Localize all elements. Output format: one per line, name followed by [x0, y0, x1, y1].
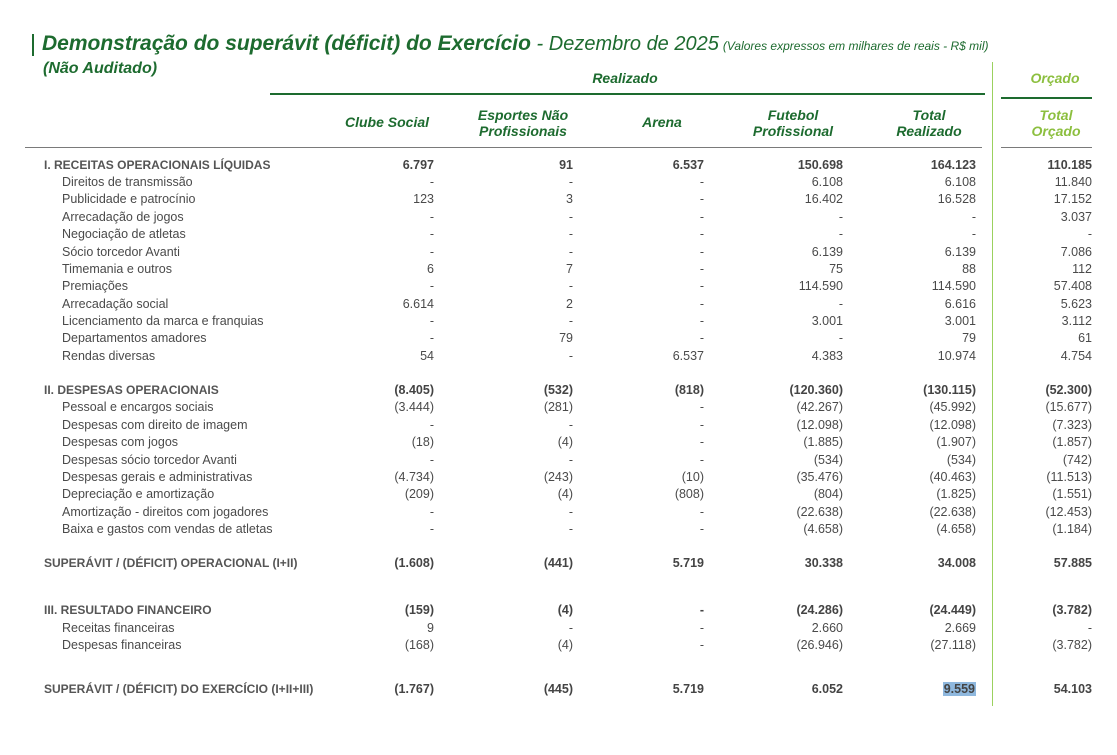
table-cell: (534) [813, 453, 843, 467]
table-cell: (4.658) [803, 522, 843, 536]
table-cell: 54 [420, 349, 434, 363]
table-cell: (27.118) [930, 638, 976, 652]
table-cell: - [568, 522, 573, 536]
column-header-line1: Arena [642, 114, 682, 130]
column-header [317, 114, 457, 130]
table-cell: - [568, 210, 573, 224]
row-label: Rendas diversas [62, 349, 156, 363]
row-label: Publicidade e patrocínio [62, 192, 196, 206]
table-cell: - [568, 245, 573, 259]
table-cell: 3.001 [811, 314, 843, 328]
table-cell: 79 [559, 331, 573, 345]
column-header-line2: Profissional [752, 123, 834, 139]
table-cell: (1.608) [394, 556, 434, 570]
realizado-rule [270, 93, 985, 95]
table-cell: (3.444) [394, 400, 434, 414]
table-cell: - [699, 505, 704, 519]
table-cell: 91 [559, 158, 573, 172]
table-cell: (532) [543, 383, 573, 397]
table-cell: 6.108 [811, 175, 843, 189]
column-header-line1: Total [1039, 107, 1073, 123]
column-header [986, 107, 1117, 139]
table-cell: 9 [427, 621, 434, 635]
title-period: Dezembro de 2025 [548, 33, 719, 55]
table-cell: (12.453) [1045, 505, 1092, 519]
table-cell: 114.590 [798, 279, 843, 293]
table-cell: (534) [946, 453, 976, 467]
header-rule-right [1001, 147, 1092, 148]
table-cell: 110.185 [1047, 158, 1092, 172]
table-cell: 4.754 [1060, 349, 1092, 363]
table-cell: 7 [566, 262, 573, 276]
table-cell: - [429, 245, 434, 259]
table-cell: (1.907) [936, 435, 976, 449]
highlighted-value: 9.559 [943, 682, 975, 696]
table-cell: (24.286) [796, 603, 843, 617]
table-cell: - [699, 210, 704, 224]
table-cell: (159) [404, 603, 434, 617]
table-cell: 123 [413, 192, 434, 206]
table-cell: (45.992) [929, 400, 976, 414]
row-label: Despesas com jogos [62, 435, 179, 449]
table-cell: (4) [557, 638, 573, 652]
row-label: Despesas sócio torcedor Avanti [62, 453, 237, 467]
table-cell: 7.086 [1060, 245, 1092, 259]
table-cell: - [699, 522, 704, 536]
table-cell: 164.123 [930, 158, 976, 172]
table-cell: 11.840 [1054, 175, 1092, 189]
table-cell: 88 [962, 262, 976, 276]
row-label: Despesas financeiras [62, 638, 182, 652]
column-header-line2: Realizado [896, 123, 962, 139]
table-cell: 3 [566, 192, 573, 206]
table-cell: 57.885 [1053, 556, 1092, 570]
table-cell: (742) [1062, 453, 1092, 467]
table-cell: - [971, 210, 976, 224]
table-cell: - [838, 297, 843, 311]
table-cell: 3.037 [1060, 210, 1092, 224]
row-label: Arrecadação social [62, 297, 169, 311]
section-row-label: II. DESPESAS OPERACIONAIS [44, 383, 219, 397]
table-cell: (4) [557, 487, 573, 501]
table-cell: - [699, 279, 704, 293]
row-label: Licenciamento da marca e franquias [62, 314, 264, 328]
table-cell: (1.825) [936, 487, 976, 501]
table-cell: (24.449) [929, 603, 976, 617]
column-header [859, 107, 999, 139]
table-cell: (12.098) [929, 418, 976, 432]
table-cell: 6 [427, 262, 434, 276]
table-cell: 75 [829, 262, 843, 276]
table-cell: (18) [411, 435, 434, 449]
table-cell: - [1087, 227, 1092, 241]
table-cell: (11.513) [1046, 470, 1092, 484]
table-cell: - [699, 227, 704, 241]
table-cell: 114.590 [931, 279, 976, 293]
table-cell: 4.383 [811, 349, 843, 363]
table-cell: (7.323) [1052, 418, 1092, 432]
table-cell: - [699, 314, 704, 328]
row-label: Negociação de atletas [62, 227, 186, 241]
column-header-line1: Total [912, 107, 946, 123]
table-cell: 6.614 [402, 297, 434, 311]
table-cell: - [699, 400, 704, 414]
table-cell: 5.719 [672, 682, 704, 696]
table-cell: - [838, 227, 843, 241]
column-header-line1: Esportes Não [477, 107, 569, 123]
table-cell: - [699, 175, 704, 189]
column-header-line2: Orçado [1031, 123, 1081, 139]
table-cell: (42.267) [796, 400, 843, 414]
table-cell: - [568, 227, 573, 241]
row-label: Receitas financeiras [62, 621, 175, 635]
row-label: Amortização - direitos com jogadores [62, 505, 269, 519]
table-cell: (209) [404, 487, 434, 501]
table-cell: 6.537 [672, 158, 704, 172]
table-cell: - [1087, 621, 1092, 635]
table-cell: (52.300) [1045, 383, 1092, 397]
table-cell: - [429, 331, 434, 345]
row-label: Sócio torcedor Avanti [62, 245, 180, 259]
table-cell: - [429, 522, 434, 536]
table-cell: (1.885) [803, 435, 843, 449]
row-label: Baixa e gastos com vendas de atletas [62, 522, 273, 536]
table-cell: 54.103 [1053, 682, 1092, 696]
table-cell: - [568, 621, 573, 635]
table-cell: - [699, 297, 704, 311]
table-cell: - [699, 245, 704, 259]
table-cell: 6.052 [811, 682, 843, 696]
table-cell: 10.974 [937, 349, 976, 363]
table-cell: 6.797 [402, 158, 434, 172]
column-header [453, 107, 593, 139]
section-row-label: SUPERÁVIT / (DÉFICIT) OPERACIONAL (I+II) [44, 556, 298, 570]
row-label: Arrecadação de jogos [62, 210, 184, 224]
table-cell: (808) [674, 487, 704, 501]
table-cell: 3.112 [1061, 314, 1092, 328]
table-cell: 5.719 [672, 556, 704, 570]
table-cell: - [699, 453, 704, 467]
table-cell: 6.616 [944, 297, 976, 311]
table-cell: 6.108 [944, 175, 976, 189]
table-cell: 2 [566, 297, 573, 311]
table-cell: 30.338 [804, 556, 843, 570]
title-note: (Valores expressos em milhares de reais - R$ mil) [722, 39, 989, 53]
table-cell: - [699, 435, 704, 449]
table-cell: (1.551) [1052, 487, 1092, 501]
table-cell: - [429, 279, 434, 293]
row-label: Timemania e outros [62, 262, 172, 276]
table-cell: - [838, 210, 843, 224]
table-cell: - [699, 638, 704, 652]
column-header-line2: Profissionais [479, 123, 567, 139]
row-label: Depreciação e amortização [62, 487, 215, 501]
title-main: Demonstração do superávit (déficit) do Exercício [42, 32, 531, 55]
table-cell: (4) [557, 603, 573, 617]
table-cell: (4.658) [936, 522, 976, 536]
title-separator: - [530, 33, 549, 55]
table-cell: (1.184) [1052, 522, 1092, 536]
table-cell: (445) [543, 682, 573, 696]
column-header [723, 107, 863, 139]
table-cell: (1.857) [1052, 435, 1092, 449]
table-cell: - [568, 175, 573, 189]
table-cell: - [699, 418, 704, 432]
column-header-line1: Clube Social [344, 114, 430, 130]
table-cell: (22.638) [796, 505, 843, 519]
table-cell: (12.098) [796, 418, 843, 432]
table-cell: - [429, 210, 434, 224]
row-label: Pessoal e encargos sociais [62, 400, 214, 414]
table-cell: 150.698 [797, 158, 843, 172]
header-rule-left [25, 147, 982, 148]
table-cell: (40.463) [929, 470, 976, 484]
group-header-realizado: Realizado [592, 70, 658, 86]
table-cell: - [699, 621, 704, 635]
table-cell: - [699, 331, 704, 345]
table-cell: (15.677) [1045, 400, 1092, 414]
table-cell: - [429, 227, 434, 241]
table-cell: - [838, 331, 843, 345]
table-cell: - [568, 418, 573, 432]
table-cell: - [429, 453, 434, 467]
table-cell: 3.001 [944, 314, 976, 328]
table-cell: 6.537 [672, 349, 704, 363]
table-cell: - [699, 603, 704, 617]
table-cell: 16.402 [804, 192, 843, 206]
section-row-label: I. RECEITAS OPERACIONAIS LÍQUIDAS [44, 158, 271, 172]
section-row-label: SUPERÁVIT / (DÉFICIT) DO EXERCÍCIO (I+II+III) [44, 682, 314, 696]
table-cell: (4) [557, 435, 573, 449]
table-cell: - [971, 227, 976, 241]
table-cell: (441) [543, 556, 573, 570]
table-cell: - [699, 192, 704, 206]
table-cell: (130.115) [923, 383, 976, 397]
table-cell: 6.139 [944, 245, 976, 259]
table-cell: (35.476) [796, 470, 843, 484]
table-cell: 16.528 [937, 192, 976, 206]
table-cell: (26.946) [796, 638, 843, 652]
table-cell: (120.360) [789, 383, 843, 397]
table-cell: - [568, 279, 573, 293]
table-cell: - [568, 314, 573, 328]
table-cell: 5.623 [1060, 297, 1092, 311]
report-title [42, 32, 989, 56]
table-cell: - [429, 175, 434, 189]
table-cell: (1.767) [394, 682, 434, 696]
row-label: Premiações [62, 279, 128, 293]
table-cell: 34.008 [937, 556, 976, 570]
orcado-rule [1001, 97, 1092, 99]
table-cell: 2.660 [811, 621, 843, 635]
table-cell: (10) [681, 470, 704, 484]
table-cell: (4.734) [394, 470, 434, 484]
table-cell: (8.405) [394, 383, 434, 397]
table-cell: (804) [813, 487, 843, 501]
table-cell: 79 [962, 331, 976, 345]
table-cell: (281) [543, 400, 573, 414]
row-label: Departamentos amadores [62, 331, 207, 345]
section-row-label: III. RESULTADO FINANCEIRO [44, 603, 212, 617]
title-accent-bar [32, 34, 34, 56]
table-cell: 57.408 [1053, 279, 1092, 293]
row-label: Direitos de transmissão [62, 175, 193, 189]
table-cell: (168) [404, 638, 434, 652]
column-header [592, 114, 732, 130]
table-cell: - [429, 418, 434, 432]
group-header-orcado: Orçado [1030, 70, 1080, 86]
table-cell: - [568, 453, 573, 467]
row-label: Despesas gerais e administrativas [62, 470, 253, 484]
table-cell: (22.638) [929, 505, 976, 519]
table-cell: - [429, 505, 434, 519]
table-cell: 6.139 [811, 245, 843, 259]
table-cell: - [429, 314, 434, 328]
row-label: Despesas com direito de imagem [62, 418, 248, 432]
report-subtitle: (Não Auditado) [43, 60, 158, 77]
table-cell: 2.669 [944, 621, 976, 635]
table-cell: - [568, 349, 573, 363]
table-cell: - [699, 262, 704, 276]
table-cell: (243) [543, 470, 573, 484]
column-header-line1: Futebol [767, 107, 819, 123]
table-cell: 61 [1078, 331, 1092, 345]
table-cell: (3.782) [1052, 638, 1092, 652]
table-cell: (3.782) [1052, 603, 1092, 617]
table-cell: (818) [674, 383, 704, 397]
table-cell: 112 [1072, 262, 1092, 276]
table-cell: - [568, 505, 573, 519]
table-cell: 17.152 [1053, 192, 1092, 206]
